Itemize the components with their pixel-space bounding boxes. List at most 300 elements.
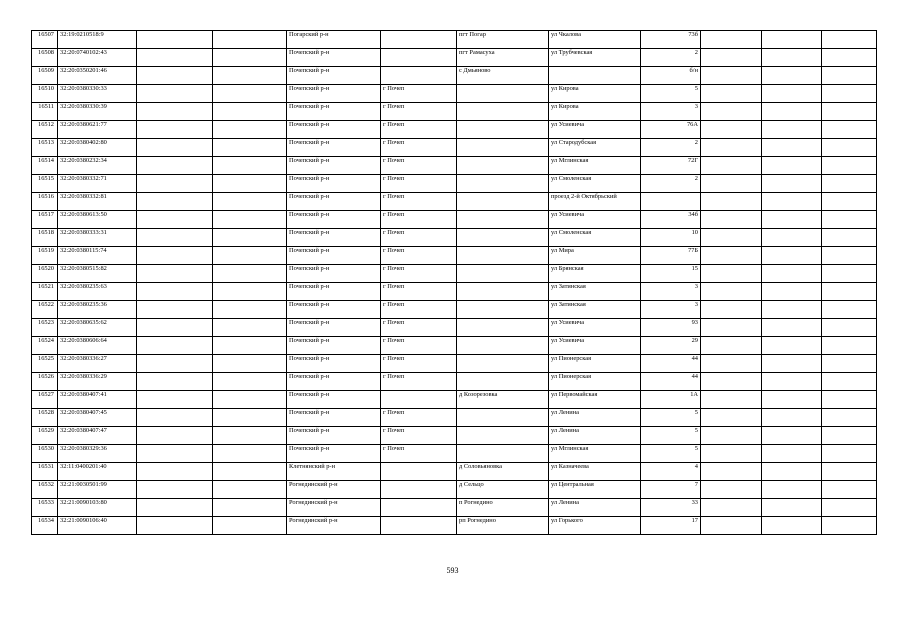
district-cell: Клетнянский р-н	[287, 463, 381, 481]
empty-cell-cell	[213, 175, 287, 193]
empty-cell-cell	[137, 67, 213, 85]
district-cell: Почепский р-н	[287, 391, 381, 409]
cadastral-number-cell: 32:20:0380235:36	[58, 301, 137, 319]
cadastral-number-cell: 32:20:0380333:31	[58, 229, 137, 247]
locality-cell	[457, 409, 549, 427]
empty-cell-cell	[762, 391, 822, 409]
empty-cell-cell	[762, 427, 822, 445]
street-cell: ул Ленина	[549, 499, 641, 517]
empty-cell-cell	[822, 139, 877, 157]
row-number-cell: 16522	[32, 301, 58, 319]
locality-cell	[457, 445, 549, 463]
district-cell: Почепский р-н	[287, 301, 381, 319]
empty-cell-cell	[213, 229, 287, 247]
cadastral-number-cell: 32:20:0380115:74	[58, 247, 137, 265]
street-cell: ул Центральная	[549, 481, 641, 499]
table-row	[32, 409, 877, 427]
empty-cell-cell	[762, 301, 822, 319]
empty-cell-cell	[137, 283, 213, 301]
district-cell: Почепский р-н	[287, 211, 381, 229]
locality-cell: д Соловьяновка	[457, 463, 549, 481]
property-register-table	[31, 30, 877, 535]
house-number-cell: 3	[641, 301, 701, 319]
empty-cell-cell	[213, 265, 287, 283]
city-cell: г Почеп	[381, 355, 457, 373]
row-number-cell: 16527	[32, 391, 58, 409]
page-number: 593	[446, 566, 459, 575]
street-cell: ул Горького	[549, 517, 641, 535]
cadastral-number-cell: 32:20:0380332:71	[58, 175, 137, 193]
house-number-cell: 76А	[641, 121, 701, 139]
empty-cell-cell	[762, 373, 822, 391]
empty-cell-cell	[137, 157, 213, 175]
locality-cell	[457, 103, 549, 121]
city-cell	[381, 499, 457, 517]
cadastral-number-cell: 32:20:0380635:62	[58, 319, 137, 337]
row-number-cell: 16510	[32, 85, 58, 103]
table-row	[32, 301, 877, 319]
table-row	[32, 391, 877, 409]
table-row	[32, 517, 877, 535]
cadastral-number-cell: 32:11:0400201:40	[58, 463, 137, 481]
district-cell: Почепский р-н	[287, 445, 381, 463]
empty-cell-cell	[213, 499, 287, 517]
city-cell: г Почеп	[381, 103, 457, 121]
cadastral-number-cell: 32:20:0380407:45	[58, 409, 137, 427]
empty-cell-cell	[137, 463, 213, 481]
empty-cell-cell	[701, 103, 762, 121]
city-cell: г Почеп	[381, 157, 457, 175]
cadastral-number-cell: 32:20:0380330:33	[58, 85, 137, 103]
empty-cell-cell	[822, 355, 877, 373]
city-cell: г Почеп	[381, 265, 457, 283]
district-cell: Почепский р-н	[287, 175, 381, 193]
district-cell: Почепский р-н	[287, 121, 381, 139]
house-number-cell	[641, 193, 701, 211]
city-cell	[381, 67, 457, 85]
empty-cell-cell	[822, 31, 877, 49]
row-number-cell: 16521	[32, 283, 58, 301]
street-cell: ул Кирова	[549, 103, 641, 121]
house-number-cell: 7	[641, 481, 701, 499]
house-number-cell: 73б	[641, 31, 701, 49]
city-cell: г Почеп	[381, 445, 457, 463]
empty-cell-cell	[762, 193, 822, 211]
locality-cell: д Сельцо	[457, 481, 549, 499]
district-cell: Почепский р-н	[287, 49, 381, 67]
empty-cell-cell	[701, 373, 762, 391]
empty-cell-cell	[213, 409, 287, 427]
locality-cell	[457, 157, 549, 175]
empty-cell-cell	[822, 49, 877, 67]
cadastral-number-cell: 32:20:0380336:27	[58, 355, 137, 373]
cadastral-number-cell: 32:20:0740102:43	[58, 49, 137, 67]
street-cell: ул Смоленская	[549, 229, 641, 247]
empty-cell-cell	[822, 301, 877, 319]
empty-cell-cell	[137, 337, 213, 355]
table-row	[32, 67, 877, 85]
cadastral-number-cell: 32:21:0030501:99	[58, 481, 137, 499]
row-number-cell: 16529	[32, 427, 58, 445]
empty-cell-cell	[137, 229, 213, 247]
empty-cell-cell	[701, 67, 762, 85]
cadastral-number-cell: 32:20:0380606:64	[58, 337, 137, 355]
empty-cell-cell	[213, 355, 287, 373]
empty-cell-cell	[701, 301, 762, 319]
city-cell	[381, 391, 457, 409]
house-number-cell: 77Б	[641, 247, 701, 265]
table-row	[32, 139, 877, 157]
street-cell: ул Мира	[549, 247, 641, 265]
row-number-cell: 16512	[32, 121, 58, 139]
house-number-cell: 93	[641, 319, 701, 337]
empty-cell-cell	[762, 319, 822, 337]
empty-cell-cell	[762, 355, 822, 373]
empty-cell-cell	[701, 319, 762, 337]
empty-cell-cell	[701, 517, 762, 535]
house-number-cell: 1А	[641, 391, 701, 409]
district-cell: Почепский р-н	[287, 427, 381, 445]
street-cell: ул Стародубская	[549, 139, 641, 157]
table-row	[32, 265, 877, 283]
empty-cell-cell	[701, 211, 762, 229]
cadastral-number-cell: 32:20:0380235:63	[58, 283, 137, 301]
row-number-cell: 16526	[32, 373, 58, 391]
empty-cell-cell	[137, 49, 213, 67]
empty-cell-cell	[213, 193, 287, 211]
house-number-cell: 3	[641, 283, 701, 301]
street-cell: ул Ленина	[549, 427, 641, 445]
cadastral-number-cell: 32:20:0380336:29	[58, 373, 137, 391]
locality-cell	[457, 319, 549, 337]
empty-cell-cell	[137, 319, 213, 337]
district-cell: Почепский р-н	[287, 193, 381, 211]
cadastral-number-cell: 32:20:0380613:50	[58, 211, 137, 229]
empty-cell-cell	[762, 121, 822, 139]
row-number-cell: 16507	[32, 31, 58, 49]
empty-cell-cell	[822, 517, 877, 535]
empty-cell-cell	[822, 283, 877, 301]
empty-cell-cell	[213, 247, 287, 265]
locality-cell: д Козорезовка	[457, 391, 549, 409]
city-cell: г Почеп	[381, 121, 457, 139]
district-cell: Рогнединский р-н	[287, 481, 381, 499]
cadastral-number-cell: 32:20:0380515:82	[58, 265, 137, 283]
cadastral-number-cell: 32:20:0380407:41	[58, 391, 137, 409]
table-row	[32, 463, 877, 481]
empty-cell-cell	[137, 499, 213, 517]
street-cell: проезд 2-й Октябрьский	[549, 193, 641, 211]
empty-cell-cell	[137, 103, 213, 121]
house-number-cell: 3	[641, 103, 701, 121]
empty-cell-cell	[137, 211, 213, 229]
city-cell: г Почеп	[381, 319, 457, 337]
locality-cell	[457, 211, 549, 229]
city-cell: г Почеп	[381, 409, 457, 427]
street-cell: ул Усиевича	[549, 337, 641, 355]
street-cell	[549, 67, 641, 85]
cadastral-number-cell: 32:19:0210518:9	[58, 31, 137, 49]
table-row	[32, 211, 877, 229]
table-row	[32, 175, 877, 193]
district-cell: Почепский р-н	[287, 85, 381, 103]
empty-cell-cell	[762, 211, 822, 229]
empty-cell-cell	[137, 265, 213, 283]
house-number-cell: 2	[641, 49, 701, 67]
empty-cell-cell	[213, 319, 287, 337]
empty-cell-cell	[701, 229, 762, 247]
city-cell	[381, 31, 457, 49]
table-row	[32, 247, 877, 265]
row-number-cell: 16532	[32, 481, 58, 499]
locality-cell: рп Рогнедино	[457, 517, 549, 535]
row-number-cell: 16524	[32, 337, 58, 355]
district-cell: Почепский р-н	[287, 247, 381, 265]
empty-cell-cell	[762, 139, 822, 157]
row-number-cell: 16509	[32, 67, 58, 85]
empty-cell-cell	[137, 391, 213, 409]
empty-cell-cell	[762, 247, 822, 265]
street-cell: ул Мглинская	[549, 445, 641, 463]
street-cell: ул Ленина	[549, 409, 641, 427]
empty-cell-cell	[822, 229, 877, 247]
empty-cell-cell	[137, 373, 213, 391]
locality-cell	[457, 283, 549, 301]
house-number-cell: 5	[641, 445, 701, 463]
locality-cell	[457, 175, 549, 193]
empty-cell-cell	[701, 247, 762, 265]
empty-cell-cell	[701, 499, 762, 517]
street-cell: ул Усиевича	[549, 211, 641, 229]
district-cell: Рогнединский р-н	[287, 517, 381, 535]
house-number-cell: 29	[641, 337, 701, 355]
empty-cell-cell	[137, 247, 213, 265]
empty-cell-cell	[137, 355, 213, 373]
cadastral-number-cell: 32:20:0380232:34	[58, 157, 137, 175]
district-cell: Почепский р-н	[287, 67, 381, 85]
empty-cell-cell	[701, 157, 762, 175]
empty-cell-cell	[213, 373, 287, 391]
table-row	[32, 283, 877, 301]
table-row	[32, 445, 877, 463]
house-number-cell: 5	[641, 409, 701, 427]
cadastral-number-cell: 32:20:0380621:77	[58, 121, 137, 139]
house-number-cell: 4	[641, 463, 701, 481]
empty-cell-cell	[822, 175, 877, 193]
row-number-cell: 16528	[32, 409, 58, 427]
district-cell: Почепский р-н	[287, 283, 381, 301]
row-number-cell: 16523	[32, 319, 58, 337]
street-cell: ул Пионерская	[549, 373, 641, 391]
empty-cell-cell	[213, 517, 287, 535]
empty-cell-cell	[762, 175, 822, 193]
district-cell: Почепский р-н	[287, 409, 381, 427]
row-number-cell: 16508	[32, 49, 58, 67]
row-number-cell: 16511	[32, 103, 58, 121]
house-number-cell: 17	[641, 517, 701, 535]
house-number-cell: 72Г	[641, 157, 701, 175]
district-cell: Рогнединский р-н	[287, 499, 381, 517]
city-cell	[381, 49, 457, 67]
empty-cell-cell	[822, 319, 877, 337]
row-number-cell: 16525	[32, 355, 58, 373]
empty-cell-cell	[137, 193, 213, 211]
cadastral-number-cell: 32:20:0380329:36	[58, 445, 137, 463]
city-cell: г Почеп	[381, 85, 457, 103]
city-cell: г Почеп	[381, 193, 457, 211]
cadastral-number-cell: 32:20:0380402:80	[58, 139, 137, 157]
empty-cell-cell	[701, 391, 762, 409]
empty-cell-cell	[701, 265, 762, 283]
street-cell: ул Усиевича	[549, 121, 641, 139]
cadastral-number-cell: 32:20:0380332:81	[58, 193, 137, 211]
house-number-cell: 5	[641, 427, 701, 445]
locality-cell	[457, 265, 549, 283]
district-cell: Почепский р-н	[287, 337, 381, 355]
locality-cell: п Рогнедино	[457, 499, 549, 517]
row-number-cell: 16517	[32, 211, 58, 229]
house-number-cell: 2	[641, 139, 701, 157]
empty-cell-cell	[762, 283, 822, 301]
locality-cell	[457, 85, 549, 103]
locality-cell	[457, 301, 549, 319]
locality-cell	[457, 193, 549, 211]
empty-cell-cell	[822, 409, 877, 427]
cadastral-number-cell: 32:20:0380330:39	[58, 103, 137, 121]
row-number-cell: 16530	[32, 445, 58, 463]
cadastral-number-cell: 32:20:0350201:46	[58, 67, 137, 85]
city-cell: г Почеп	[381, 337, 457, 355]
district-cell: Почепский р-н	[287, 229, 381, 247]
cadastral-number-cell: 32:21:0090106:40	[58, 517, 137, 535]
empty-cell-cell	[213, 391, 287, 409]
row-number-cell: 16534	[32, 517, 58, 535]
empty-cell-cell	[822, 103, 877, 121]
city-cell: г Почеп	[381, 373, 457, 391]
empty-cell-cell	[822, 427, 877, 445]
empty-cell-cell	[762, 499, 822, 517]
empty-cell-cell	[762, 265, 822, 283]
city-cell: г Почеп	[381, 139, 457, 157]
empty-cell-cell	[701, 463, 762, 481]
register-table-body	[32, 31, 877, 535]
street-cell: ул Усиевича	[549, 319, 641, 337]
empty-cell-cell	[762, 85, 822, 103]
empty-cell-cell	[762, 157, 822, 175]
empty-cell-cell	[701, 139, 762, 157]
table-row	[32, 427, 877, 445]
empty-cell-cell	[213, 283, 287, 301]
empty-cell-cell	[137, 175, 213, 193]
house-number-cell: 33	[641, 499, 701, 517]
street-cell: ул Брянская	[549, 265, 641, 283]
empty-cell-cell	[822, 67, 877, 85]
empty-cell-cell	[762, 49, 822, 67]
empty-cell-cell	[701, 193, 762, 211]
district-cell: Почепский р-н	[287, 103, 381, 121]
empty-cell-cell	[213, 157, 287, 175]
locality-cell	[457, 355, 549, 373]
row-number-cell: 16520	[32, 265, 58, 283]
table-row	[32, 85, 877, 103]
empty-cell-cell	[213, 427, 287, 445]
empty-cell-cell	[701, 427, 762, 445]
empty-cell-cell	[822, 373, 877, 391]
table-row	[32, 373, 877, 391]
city-cell	[381, 463, 457, 481]
street-cell: ул Казначеева	[549, 463, 641, 481]
empty-cell-cell	[701, 121, 762, 139]
empty-cell-cell	[213, 301, 287, 319]
house-number-cell: 15	[641, 265, 701, 283]
street-cell: ул Смоленская	[549, 175, 641, 193]
row-number-cell: 16533	[32, 499, 58, 517]
street-cell: ул Затинская	[549, 301, 641, 319]
empty-cell-cell	[213, 211, 287, 229]
house-number-cell: 44	[641, 355, 701, 373]
empty-cell-cell	[822, 499, 877, 517]
table-row	[32, 229, 877, 247]
table-row	[32, 337, 877, 355]
empty-cell-cell	[822, 211, 877, 229]
locality-cell	[457, 139, 549, 157]
empty-cell-cell	[137, 31, 213, 49]
house-number-cell: 44	[641, 373, 701, 391]
locality-cell	[457, 337, 549, 355]
city-cell: г Почеп	[381, 283, 457, 301]
empty-cell-cell	[701, 337, 762, 355]
table-row	[32, 49, 877, 67]
street-cell: ул Трубчевская	[549, 49, 641, 67]
street-cell: ул Затинская	[549, 283, 641, 301]
district-cell: Почепский р-н	[287, 157, 381, 175]
empty-cell-cell	[137, 445, 213, 463]
empty-cell-cell	[213, 85, 287, 103]
empty-cell-cell	[762, 67, 822, 85]
locality-cell	[457, 229, 549, 247]
empty-cell-cell	[137, 301, 213, 319]
district-cell: Почепский р-н	[287, 319, 381, 337]
row-number-cell: 16531	[32, 463, 58, 481]
empty-cell-cell	[822, 193, 877, 211]
table-row	[32, 31, 877, 49]
house-number-cell: 5	[641, 85, 701, 103]
empty-cell-cell	[822, 391, 877, 409]
empty-cell-cell	[137, 409, 213, 427]
empty-cell-cell	[822, 157, 877, 175]
locality-cell: с Дмьяново	[457, 67, 549, 85]
empty-cell-cell	[701, 175, 762, 193]
city-cell: г Почеп	[381, 175, 457, 193]
district-cell: Почепский р-н	[287, 265, 381, 283]
table-row	[32, 103, 877, 121]
row-number-cell: 16515	[32, 175, 58, 193]
table-row	[32, 355, 877, 373]
street-cell: ул Пионерская	[549, 355, 641, 373]
locality-cell: пгт Рамасуха	[457, 49, 549, 67]
row-number-cell: 16513	[32, 139, 58, 157]
city-cell: г Почеп	[381, 229, 457, 247]
street-cell: ул Чкалова	[549, 31, 641, 49]
empty-cell-cell	[701, 355, 762, 373]
cadastral-number-cell: 32:20:0380407:47	[58, 427, 137, 445]
empty-cell-cell	[137, 517, 213, 535]
district-cell: Почепский р-н	[287, 139, 381, 157]
locality-cell	[457, 427, 549, 445]
empty-cell-cell	[137, 427, 213, 445]
empty-cell-cell	[701, 481, 762, 499]
empty-cell-cell	[822, 481, 877, 499]
